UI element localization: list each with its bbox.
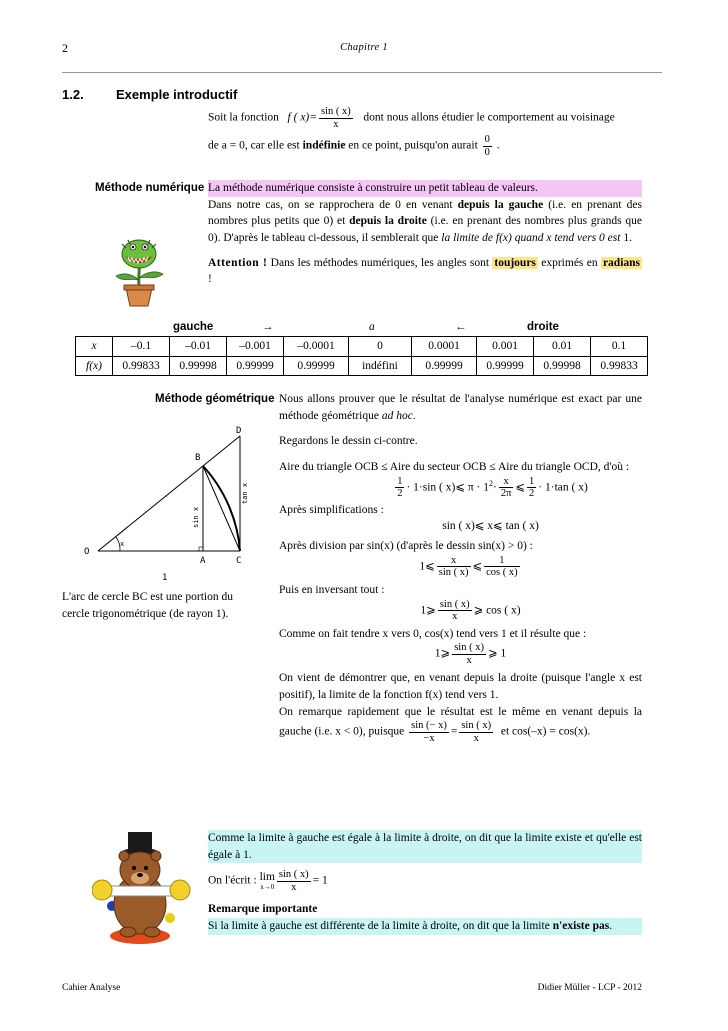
table-label-fx: f(x) bbox=[76, 356, 113, 376]
diagram-label-d: D bbox=[236, 426, 242, 436]
remark-highlight: Si la limite à gauche est différente de la limite à droite, on dit que la limite n'existe pas. bbox=[208, 918, 642, 935]
diagram-label-o: O bbox=[84, 547, 90, 557]
table-cell: 0.001 bbox=[477, 337, 534, 357]
conclusion-block bbox=[208, 830, 642, 935]
footer-left: Cahier Analyse bbox=[62, 983, 121, 993]
table-cell: 0.99999 bbox=[284, 356, 349, 376]
equation-simplified: sin ( x)⩽ x⩽ tan ( x) bbox=[442, 520, 539, 533]
table-label-x: x bbox=[76, 337, 113, 357]
table-cell: –0.0001 bbox=[284, 337, 349, 357]
diagram-label-a: A bbox=[200, 556, 206, 566]
table-cell: 0.99999 bbox=[412, 356, 477, 376]
equation-limit: 1⩾ $\frac{\sin ( x)}{x}$ ⩾ 1 bbox=[434, 642, 507, 666]
remark-title: Remarque importante bbox=[208, 903, 318, 916]
page-number: 2 bbox=[62, 41, 68, 55]
table-head-right: droite bbox=[527, 321, 559, 333]
table-row-fx bbox=[76, 356, 648, 376]
equation-inverted: 1⩾ $\frac{\sin ( x)}{x}$ ⩾ cos ( x) bbox=[420, 598, 521, 623]
geometric-method-label: Méthode géométrique bbox=[155, 393, 275, 405]
table-cell: 0.99998 bbox=[170, 356, 227, 376]
table-cell: 0.01 bbox=[534, 337, 591, 357]
table-cell: –0.1 bbox=[113, 337, 170, 357]
diagram-label-sinx: sin x bbox=[192, 506, 200, 528]
table-cell: 0.1 bbox=[591, 337, 648, 357]
conclusion-highlight: Comme la limite à gauche est égale à la limite à droite, on dit que la limite existe et qu'elle est égale à 1. bbox=[208, 830, 642, 863]
trig-diagram bbox=[82, 422, 254, 584]
equation-divided: 1⩽ $\frac{x}{\sin ( x)}$ ⩽ $\frac{1}{\cos ( x)}$ bbox=[419, 554, 518, 579]
plant-illustration bbox=[108, 236, 170, 308]
table-cell: 0.99999 bbox=[227, 356, 284, 376]
numeric-highlight: La méthode numérique consiste à construire un petit tableau de valeurs. bbox=[208, 180, 642, 197]
diagram-label-x: x bbox=[120, 540, 125, 548]
header-rule bbox=[62, 72, 662, 73]
table-cell: 0.99833 bbox=[113, 356, 170, 376]
limit-notation: On l'écrit : lim x→0 $\frac{\sin ( x)}{x}$ = 1 bbox=[208, 869, 328, 893]
diagram-label-b: B bbox=[195, 453, 201, 463]
equation-areas: $\frac{1}{2}$ · 1·sin ( x)⩽ $\pi \cdot 1^2\cdot$ $\frac{x}{2\pi}$ ⩽ $\frac{1}{2}$ · 1·tan ( x) bbox=[397, 475, 588, 500]
table-cell: 0.99833 bbox=[591, 356, 648, 376]
table-cell: 0.0001 bbox=[412, 337, 477, 357]
section-number: 1.2. bbox=[62, 87, 84, 102]
numeric-method-text: La méthode numérique consiste à construire un petit tableau de valeurs. Dans notre cas, on se rapprochera de 0 en venant depuis la gauche (i.e. en prenant des nombres plus petits que 0) et depuis la droite (i.e. en prenant des nombres plus grands que 0). D'après le tableau ci-dessous, il semblerait que la limite de f(x) quand x tend vers 0 est 1. Attention ! Dans les méthodes numériques, les angles sont toujours exprimés en radians ! bbox=[208, 182, 643, 286]
footer-right: Didier Müller - LCP - 2012 bbox=[537, 983, 642, 993]
diagram-label-one: 1 bbox=[162, 573, 168, 583]
chapter-title: Chapitre 1 bbox=[340, 42, 388, 53]
diagram-label-c: C bbox=[236, 556, 242, 566]
table-head-arrow-right: → bbox=[262, 321, 274, 333]
numeric-method-label: Méthode numérique bbox=[95, 182, 205, 194]
table-cell: –0.01 bbox=[170, 337, 227, 357]
table-head-a: a bbox=[369, 321, 375, 333]
table-head-arrow-left: ← bbox=[455, 321, 467, 333]
table-cell: 0.99999 bbox=[477, 356, 534, 376]
table-cell: 0 bbox=[349, 337, 412, 357]
diagram-caption: L'arc de cercle BC est une portion du cercle trigonométrique (de rayon 1). bbox=[62, 591, 233, 620]
intro-paragraph: Soit la fonction f ( x)= $\frac{\sin ( x)}{x}$ dont nous allons étudier le comportement au voisinage de a = 0, car elle est indéfinie en ce point, puisqu'on aurait $\frac{0}{0}$ . bbox=[208, 106, 615, 158]
table-cell: –0.001 bbox=[227, 337, 284, 357]
diagram-label-tanx: tan x bbox=[241, 482, 249, 504]
bear-illustration bbox=[92, 826, 192, 946]
values-table bbox=[75, 336, 648, 376]
table-head-left: gauche bbox=[173, 321, 214, 333]
section-title: Exemple introductif bbox=[116, 87, 238, 102]
table-cell: 0.99998 bbox=[534, 356, 591, 376]
geometric-method-text: Nous allons prouver que le résultat de l'analyse numérique est exact par une méthode géométrique ad hoc. Regardons le dessin ci-contre. Aire du triangle OCB ≤ Aire du secteur OCB ≤ Aire du triangle OCD, d'où : $\frac{1}{2}$ · 1·sin ( x)⩽ $\pi \cdot 1^2\cdot$ $\frac{x}{2\pi}$ ⩽ $\frac{1}{2}$ · 1·tan ( x) Après simplifications : sin ( x)⩽ x⩽ tan ( x) Après division par sin(x) (d'après le dessin sin(x) > 0) : 1⩽ $\frac{x}{\sin ( x)}$ ⩽ $\frac{1}{\cos ( x)}$ Puis en inversant tout : 1⩾ $\frac{\sin ( x)}{x}$ ⩾ cos ( x) Comme on fait tendre x vers 0, cos(x) tend vers 1 et il résulte que : 1⩾ $\frac{\sin ( x)}{x}$ ⩾ 1 On vient de démontrer que, en venant depuis la droite (puisque l'angle x est positif), la limite de la fonction f(x) tend vers 1. On remarque rapidement que le résultat est le même en venant depuis la gauche (i.e. x < 0), puisque $\frac{\sin (- x)}{-x}$ = $\frac{\sin ( x)}{x}$ et cos(–x) = cos(x). bbox=[279, 393, 642, 744]
table-row-x bbox=[76, 337, 648, 357]
table-cell: indéfini bbox=[349, 356, 412, 376]
